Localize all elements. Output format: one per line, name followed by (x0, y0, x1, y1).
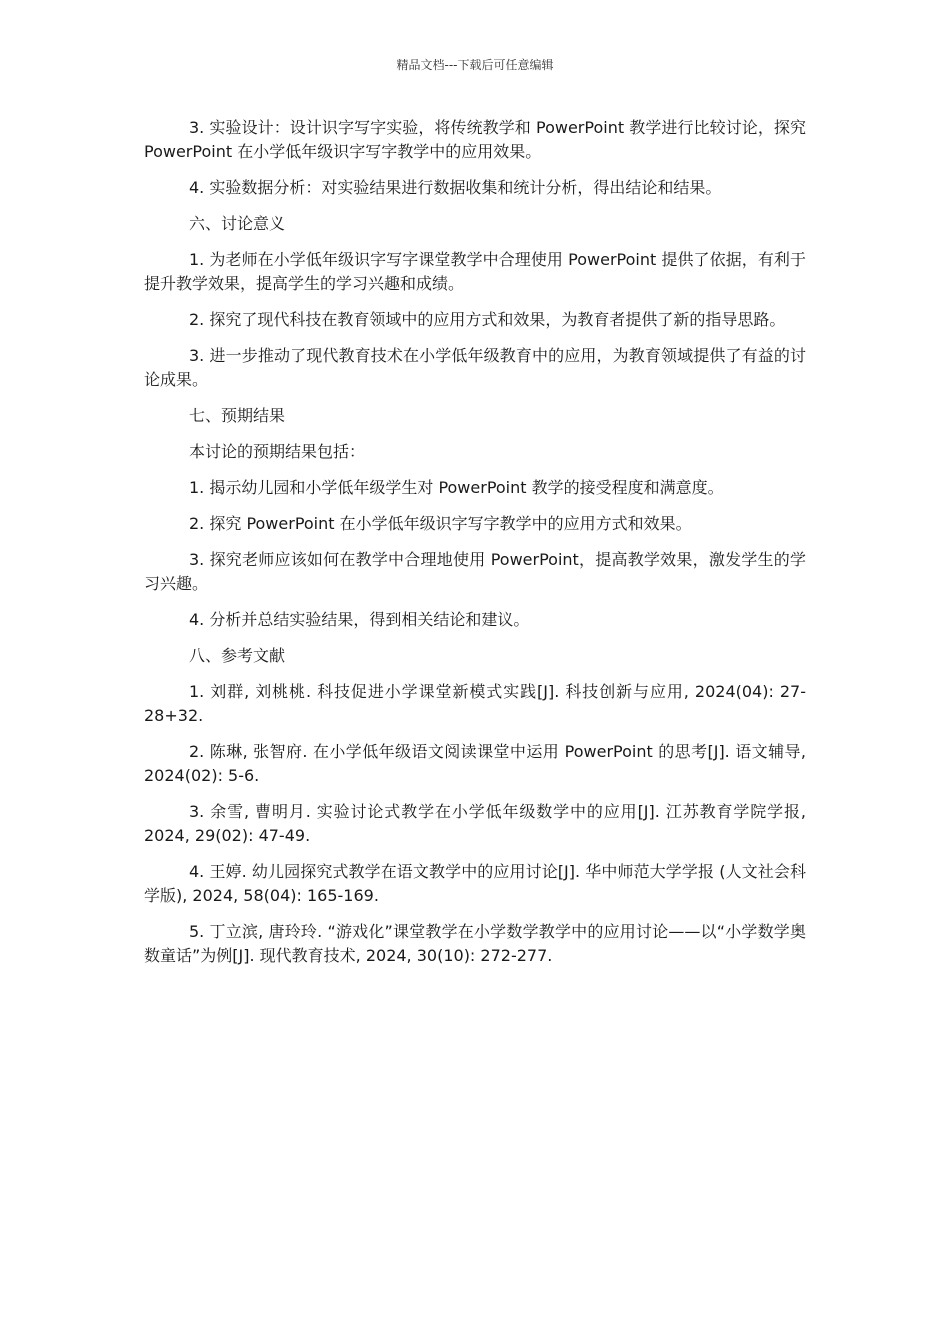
section-heading-references: 八、参考文献 (189, 646, 286, 665)
section-heading-significance: 六、讨论意义 (189, 214, 286, 233)
page-header: 精品文档---下载后可任意编辑 (396, 58, 554, 72)
reference-item-4: 4. 王婷. 幼儿园探究式教学在语文教学中的应用讨论[J]. 华中师范大学学报 (人文社会科学版), 2024, 58(04): 165-169. (144, 862, 806, 905)
paragraph-data-analysis: 4. 实验数据分析：对实验结果进行数据收集和统计分析，得出结论和结果。 (189, 178, 722, 197)
paragraph-expected-2: 2. 探究 PowerPoint 在小学低年级识字写字教学中的应用方式和效果。 (189, 514, 692, 533)
paragraph-expected-3: 3. 探究老师应该如何在教学中合理地使用 PowerPoint，提高教学效果，激发学生的学习兴趣。 (144, 550, 806, 593)
paragraph-expected-4: 4. 分析并总结实验结果，得到相关结论和建议。 (189, 610, 530, 629)
section-heading-expected-results: 七、预期结果 (189, 406, 286, 425)
paragraph-experiment-design: 3. 实验设计：设计识字写字实验，将传统教学和 PowerPoint 教学进行比较讨论，探究 PowerPoint 在小学低年级识字写字教学中的应用效果。 (144, 118, 806, 161)
reference-item-5: 5. 丁立滨, 唐玲玲. “游戏化”课堂教学在小学数学教学中的应用讨论——以“小学数学奥数童话”为例[J]. 现代教育技术, 2024, 30(10): 272-277. (144, 922, 806, 965)
paragraph-significance-3: 3. 进一步推动了现代教育技术在小学低年级教育中的应用，为教育领域提供了有益的讨论成果。 (144, 346, 806, 389)
paragraph-expected-intro: 本讨论的预期结果包括： (189, 442, 366, 461)
reference-item-3: 3. 余雪, 曹明月. 实验讨论式教学在小学低年级数学中的应用[J]. 江苏教育学院学报, 2024, 29(02): 47-49. (144, 802, 806, 845)
paragraph-expected-1: 1. 揭示幼儿园和小学低年级学生对 PowerPoint 教学的接受程度和满意度。 (189, 478, 724, 497)
paragraph-significance-1: 1. 为老师在小学低年级识字写字课堂教学中合理使用 PowerPoint 提供了依据，有利于提升教学效果，提高学生的学习兴趣和成绩。 (144, 250, 806, 293)
reference-item-1: 1. 刘群, 刘桃桃. 科技促进小学课堂新模式实践[J]. 科技创新与应用, 2024(04): 27-28+32. (144, 682, 806, 725)
document-body (144, 116, 806, 980)
reference-item-2: 2. 陈琳, 张智府. 在小学低年级语文阅读课堂中运用 PowerPoint 的思考[J]. 语文辅导, 2024(02): 5-6. (144, 742, 806, 785)
paragraph-significance-2: 2. 探究了现代科技在教育领域中的应用方式和效果，为教育者提供了新的指导思路。 (189, 310, 786, 329)
